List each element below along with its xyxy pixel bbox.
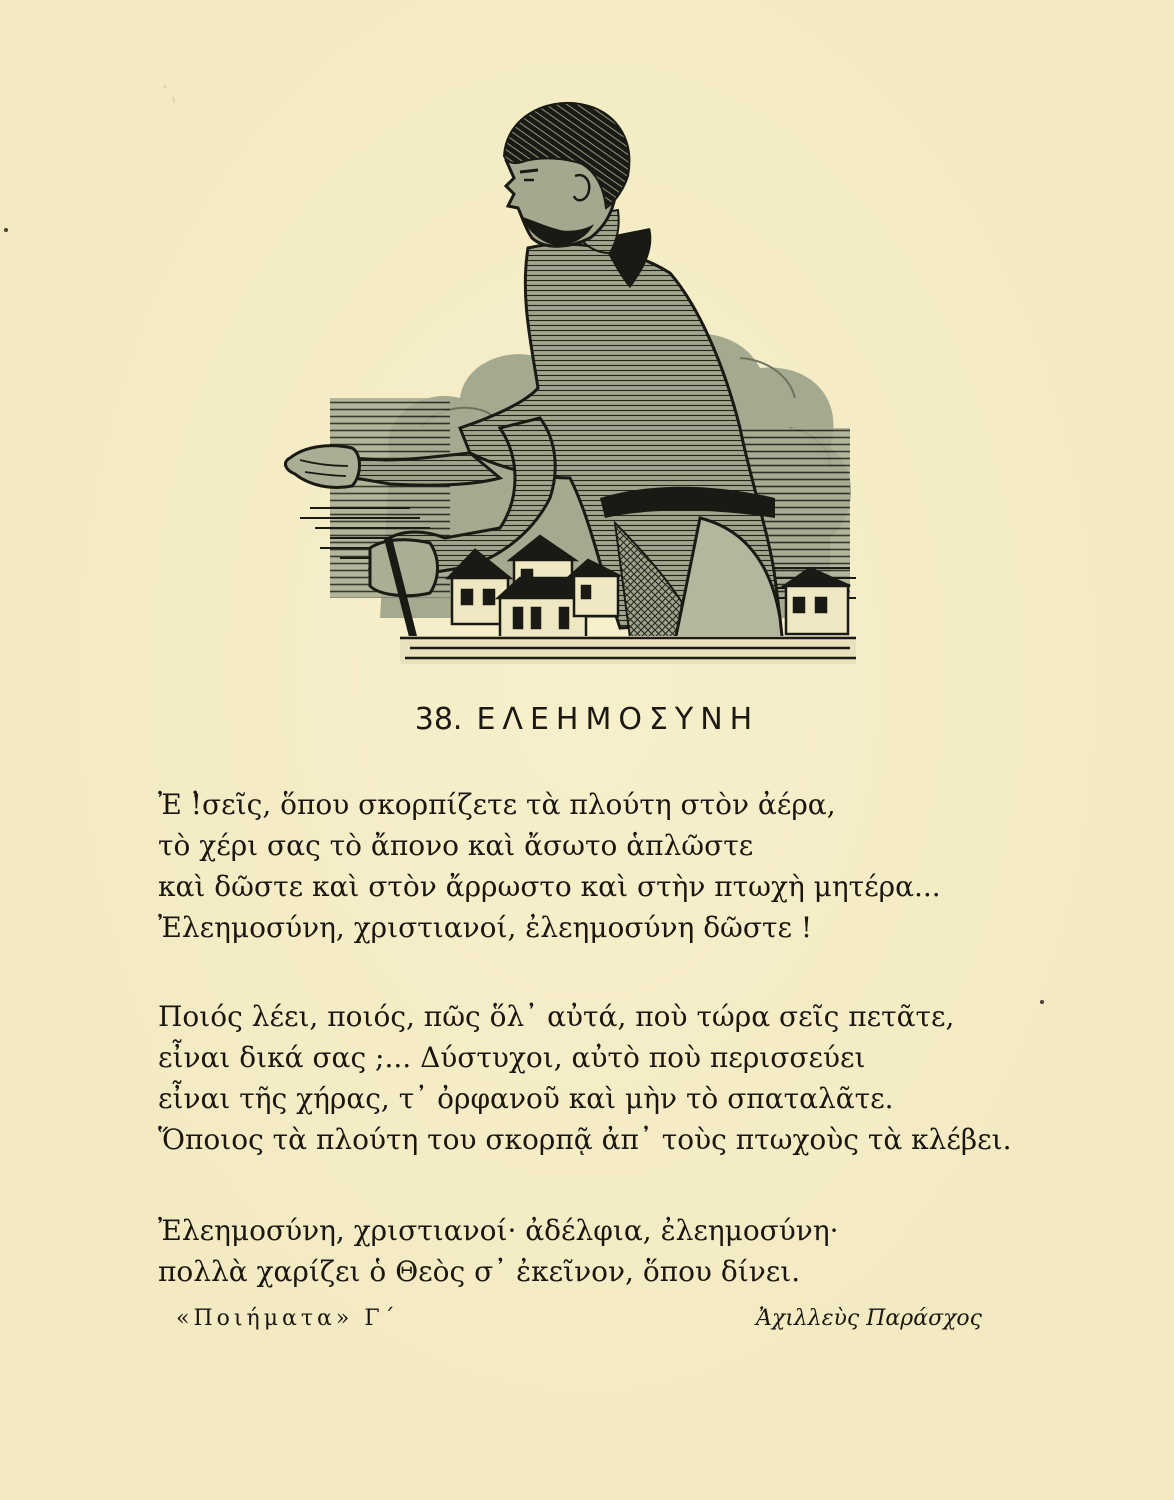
verse-line: καὶ δῶστε καὶ στὸν ἄρρωστο καὶ στὴν πτωχὴ μητέρα...: [158, 870, 941, 903]
paper-speck: [1040, 1000, 1044, 1004]
poem-title-text: ΕΛΕΗΜΟΣΥΝΗ: [476, 702, 760, 737]
poem-author: Ἀχιλλεὺς Παράσχος: [756, 1306, 982, 1331]
verse-line: τὸ χέρι σας τὸ ἄπονο καὶ ἄσωτο ἁπλῶστε: [158, 829, 754, 862]
stanza-2: [158, 996, 1012, 1160]
stanza-3: [158, 1210, 839, 1292]
verse-line: Ἐλεημοσύνη, χριστιανοί· ἀδέλφια, ἐλεημοσύνη·: [158, 1214, 839, 1247]
poem-title: [0, 702, 1174, 737]
verse-line: εἶναι τῆς χήρας, τ᾽ ὀρφανοῦ καὶ μὴν τὸ σπαταλᾶτε.: [158, 1082, 894, 1115]
verse-line: Ποιός λέει, ποιός, πῶς ὅλ᾽ αὐτά, ποὺ τώρα σεῖς πετᾶτε,: [158, 1000, 955, 1033]
poem-number: 38.: [414, 702, 463, 737]
verse-line: πολλὰ χαρίζει ὁ Θεὸς σ᾽ ἐκεῖνον, ὅπου δίνει.: [158, 1255, 801, 1288]
paper-speck: [4, 228, 8, 232]
stanza-1: [158, 784, 941, 948]
bleed-through-text: ͵·: [160, 70, 178, 105]
beggar-woodcut-illustration-icon: [270, 98, 856, 664]
poem-source: «Ποιήματα» Γ΄: [176, 1306, 399, 1331]
verse-line: Ὅποιος τὰ πλούτη του σκορπᾷ ἀπ᾽ τοὺς πτωχοὺς τὰ κλέβει.: [158, 1123, 1012, 1156]
verse-line: εἶναι δικά σας ;... Δύστυχοι, αὐτὸ ποὺ περισσεύει: [158, 1041, 866, 1074]
verse-line: Ἐλεημοσύνη, χριστιανοί, ἐλεημοσύνη δῶστε !: [158, 911, 813, 944]
verse-line: Ἐ !̓σεῖς, ὅπου σκορπίζετε τὰ πλούτη στὸν ἀέρα,: [158, 788, 836, 821]
